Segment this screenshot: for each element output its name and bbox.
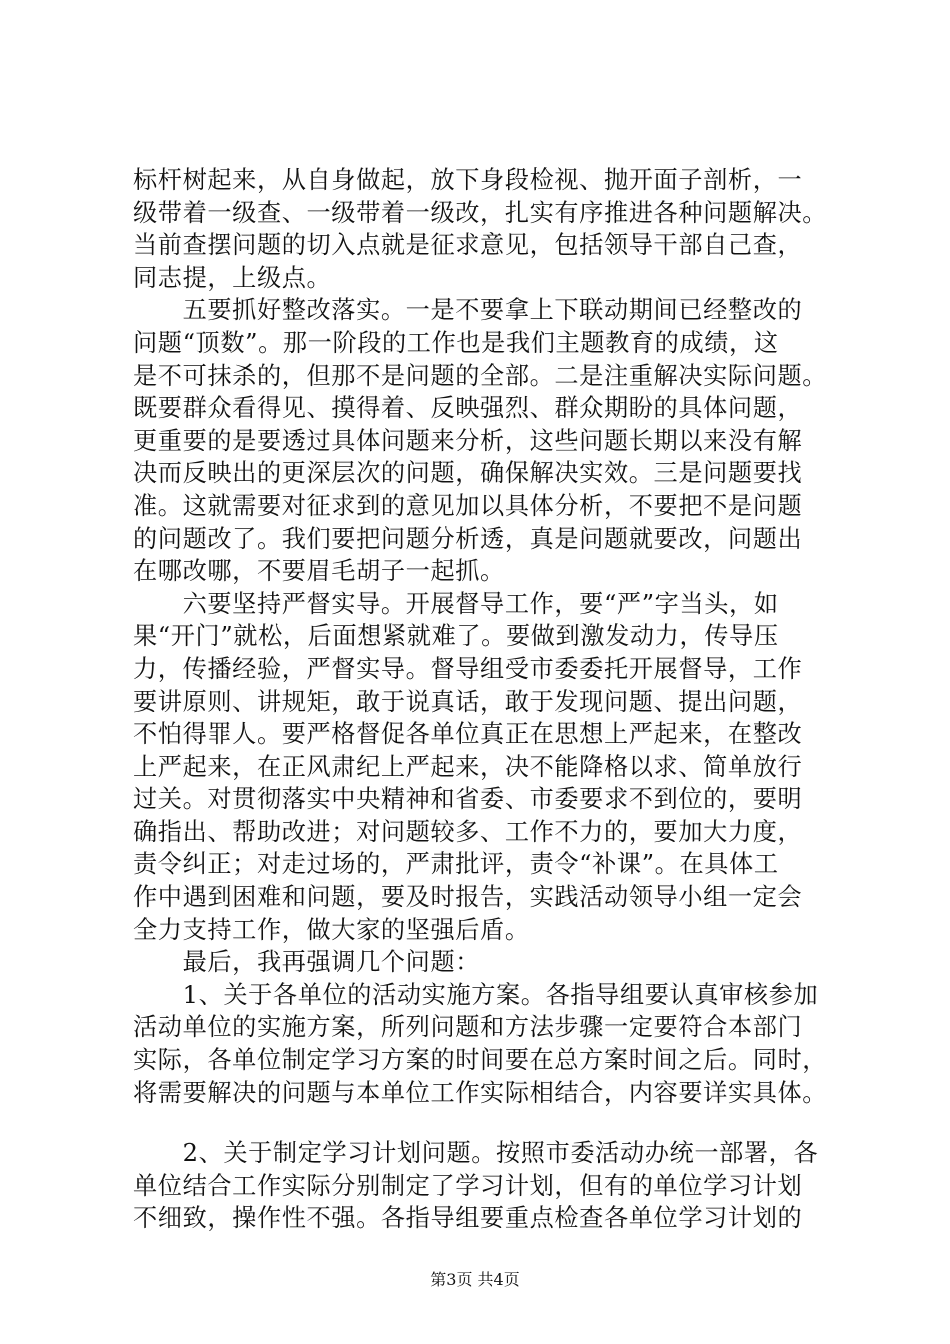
text-line: 单位结合工作实际分别制定了学习计划，但有的单位学习计划 [133,1171,803,1200]
text-line: 当前查摆问题的切入点就是征求意见，包括领导干部自己查， [133,231,803,260]
text-line: 作中遇到困难和问题，要及时报告，实践活动领导小组一定会 [133,883,803,912]
page-footer: 第3页 共4页 [430,1270,520,1289]
paragraph-gap [133,1109,833,1137]
text-line: 不细致，操作性不强。各指导组要重点检查各单位学习计划的 [133,1204,803,1233]
document-body [133,164,833,1235]
text-line: 1、关于各单位的活动实施方案。各指导组要认真审核参加 [133,980,819,1009]
text-line: 最后，我再强调几个问题： [133,948,481,977]
text-line: 同志提，上级点。 [133,263,332,292]
text-line: 上严起来，在正风肃纪上严起来，决不能降格以求、简单放行 [133,752,803,781]
text-line: 责令纠正；对走过场的，严肃批评，责令“补课”。在具体工 [133,850,779,879]
text-line: 果“开门”就松，后面想紧就难了。要做到激发动力，传导压 [133,622,779,651]
text-line: 既要群众看得见、摸得着、反映强烈、群众期盼的具体问题， [133,394,803,423]
text-line: 准。这就需要对征求到的意见加以具体分析，不要把不是问题 [133,491,803,520]
text-line: 六要坚持严督实导。开展督导工作，要“严”字当头，如 [133,589,779,618]
paragraph [133,1137,833,1235]
text-line: 是不可抹杀的，但那不是问题的全部。二是注重解决实际问题。 [133,361,828,390]
paragraph [133,294,833,587]
text-line: 要讲原则、讲规矩，敢于说真话，敢于发现问题、提出问题， [133,687,803,716]
text-line: 活动单位的实施方案，所列问题和方法步骤一定要符合本部门 [133,1013,803,1042]
paragraph [133,946,833,979]
text-line: 级带着一级查、一级带着一级改，扎实有序推进各种问题解决。 [133,198,828,227]
text-line: 确指出、帮助改进；对问题较多、工作不力的，要加大力度， [133,817,803,846]
paragraph [133,588,833,947]
paragraph [133,979,833,1109]
text-line: 更重要的是要透过具体问题来分析，这些问题长期以来没有解 [133,426,803,455]
text-line: 在哪改哪，不要眉毛胡子一起抓。 [133,557,505,586]
text-line: 不怕得罪人。要严格督促各单位真正在思想上严起来，在整改 [133,720,803,749]
text-line: 的问题改了。我们要把问题分析透，真是问题就要改，问题出 [133,524,803,553]
text-line: 将需要解决的问题与本单位工作实际相结合，内容要详实具体。 [133,1078,828,1107]
text-line: 全力支持工作，做大家的坚强后盾。 [133,915,530,944]
text-line: 2、关于制定学习计划问题。按照市委活动办统一部署，各 [133,1139,819,1168]
text-line: 过关。对贯彻落实中央精神和省委、市委要求不到位的，要明 [133,785,803,814]
text-line: 标杆树起来，从自身做起，放下身段检视、抛开面子剖析，一 [133,166,803,194]
text-line: 实际，各单位制定学习方案的时间要在总方案时间之后。同时， [133,1046,828,1075]
text-line: 问题“顶数”。那一阶段的工作也是我们主题教育的成绩，这 [133,328,779,357]
text-line: 力，传播经验，严督实导。督导组受市委委托开展督导，工作 [133,654,803,683]
text-line: 决而反映出的更深层次的问题，确保解决实效。三是问题要找 [133,459,803,488]
paragraph [133,164,833,294]
text-line: 五要抓好整改落实。一是不要拿上下联动期间已经整改的 [133,296,803,325]
